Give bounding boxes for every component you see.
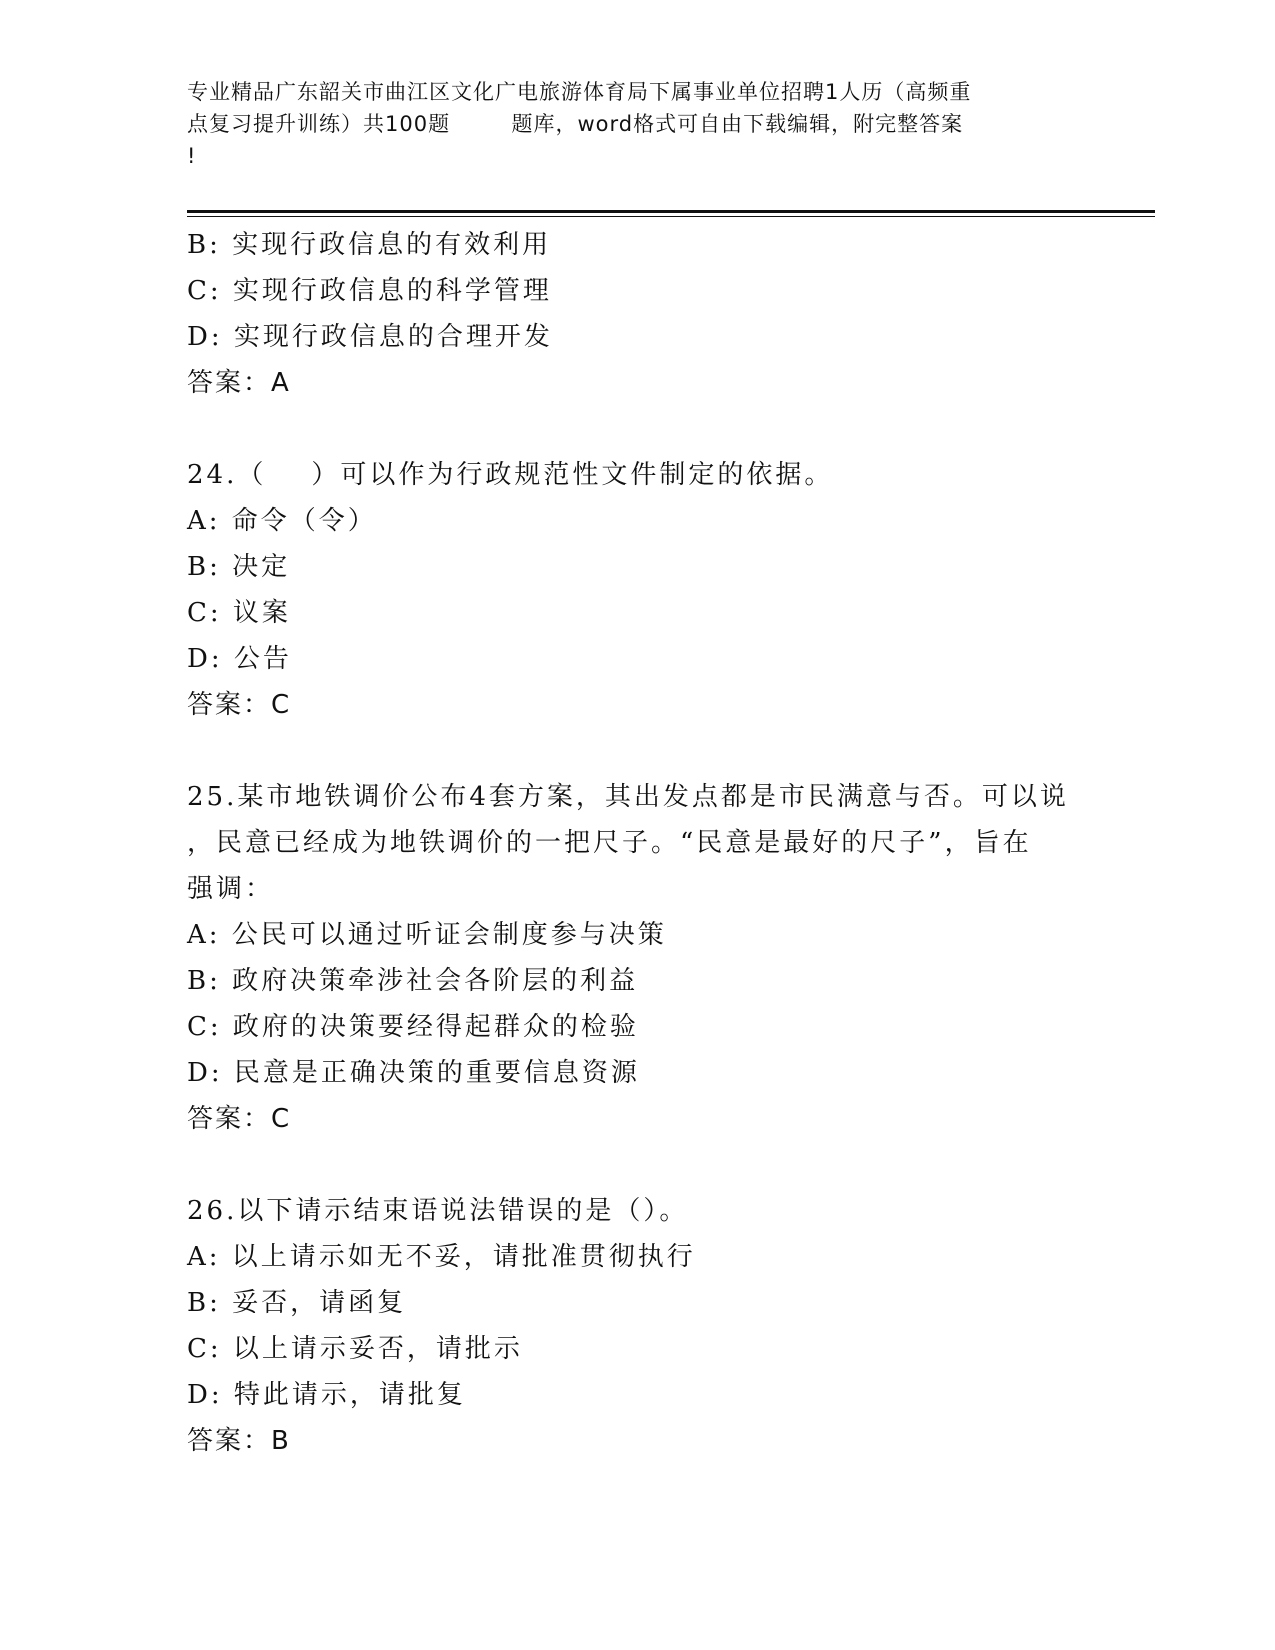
question-stem: ，民意已经成为地铁调价的一把尺子。“民意是最好的尺子”，旨在	[187, 828, 1032, 858]
option-c: C: 以上请示妥否，请批示	[187, 1334, 523, 1364]
option-b: B: 政府决策牵涉社会各阶层的利益	[187, 966, 639, 996]
option-d: D: 特此请示，请批复	[187, 1380, 466, 1410]
question-25	[187, 774, 1087, 1142]
option-b: B: 决定	[187, 552, 291, 582]
option-c: C: 实现行政信息的科学管理	[187, 276, 552, 306]
header-divider-thin	[187, 216, 1155, 217]
answer: 答案：A	[187, 368, 291, 398]
answer: 答案：C	[187, 1104, 292, 1134]
document-header	[187, 76, 1087, 172]
option-d: D: 实现行政信息的合理开发	[187, 322, 553, 352]
question-26	[187, 1188, 1087, 1464]
question-list	[187, 222, 1087, 1464]
question-stem: 26.以下请示结束语说法错误的是（）。	[187, 1196, 689, 1226]
question-23-continued	[187, 222, 1087, 406]
header-line: 点复习提升训练）共100题 题库，word格式可自由下载编辑，附完整答案	[187, 112, 964, 136]
option-a: A: 公民可以通过听证会制度参与决策	[187, 920, 667, 950]
header-divider-thick	[187, 210, 1155, 213]
header-line: 专业精品广东韶关市曲江区文化广电旅游体育局下属事业单位招聘1人历（高频重	[187, 80, 972, 104]
option-d: D: 民意是正确决策的重要信息资源	[187, 1058, 640, 1088]
header-line: !	[187, 144, 197, 168]
option-c: C: 议案	[187, 598, 291, 628]
option-b: B: 实现行政信息的有效利用	[187, 230, 552, 260]
option-a: A: 命令（令）	[187, 506, 377, 536]
option-d: D: 公告	[187, 644, 292, 674]
question-24	[187, 452, 1087, 728]
option-c: C: 政府的决策要经得起群众的检验	[187, 1012, 639, 1042]
question-stem: 强调：	[187, 874, 275, 904]
question-stem: 24.（ ）可以作为行政规范性文件制定的依据。	[187, 460, 834, 490]
answer: 答案：B	[187, 1426, 291, 1456]
option-a: A: 以上请示如无不妥，请批准贯彻执行	[187, 1242, 696, 1272]
option-b: B: 妥否，请函复	[187, 1288, 407, 1318]
answer: 答案：C	[187, 690, 292, 720]
question-stem: 25.某市地铁调价公布4套方案，其出发点都是市民满意与否。可以说	[187, 782, 1069, 812]
